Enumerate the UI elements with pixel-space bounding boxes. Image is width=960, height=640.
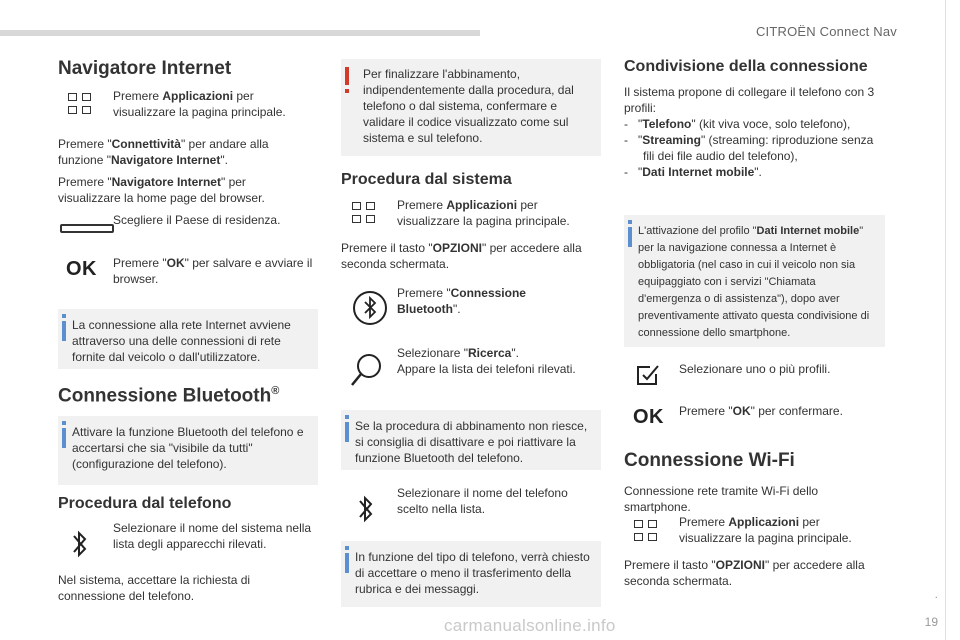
step-select-system-name: Selezionare il nome del sistema nella lista degli apparecchi rilevati. [113, 521, 312, 551]
profile-item-telephone: - "Telefono" (kit viva voce, solo telefono), [624, 117, 851, 131]
step-press-ok-confirm: Premere "OK" per confermare. [679, 404, 843, 418]
step-select-phone-name: Selezionare il nome del telefono scelto nella lista. [397, 486, 568, 516]
section-title-bluetooth: Connessione Bluetooth® [58, 385, 280, 407]
subsection-title-connection-sharing: Condivisione della connessione [624, 58, 868, 75]
page-number: 19 [924, 615, 938, 629]
para-profiles-intro: Il sistema propone di collegare il telefono con 3 profili: [624, 85, 875, 115]
apps-grid-icon [634, 520, 660, 544]
para-options-wifi: Premere il tasto "OPZIONI" per accedere alla seconda schermata. [624, 558, 865, 588]
country-selector-icon [60, 224, 114, 233]
ok-icon: OK [633, 406, 664, 428]
info-note-internet: La connessione alla rete Internet avviene attraverso una delle connessioni di rete fornite dal veicolo o dall'utilizzatore. [58, 309, 318, 369]
para-connectivity: Premere "Connettività" per andare alla funzione "Navigatore Internet". [58, 137, 269, 167]
para-options: Premere il tasto "OPZIONI" per accedere alla seconda schermata. [341, 241, 582, 271]
subsection-title-system-procedure: Procedura dal sistema [341, 171, 512, 188]
step-search: Selezionare "Ricerca". Appare la lista dei telefoni rilevati. [397, 346, 576, 376]
section-title-wifi: Connessione Wi-Fi [624, 450, 795, 471]
warning-note-pairing: Per finalizzare l'abbinamento, indipendentemente dalla procedura, dal telefono o dal sistema, confermare e validare il codice visualizzato come sul sistema e sul telefono. [341, 59, 601, 156]
info-icon [628, 227, 632, 247]
para-accept-request: Nel sistema, accettare la richiesta di connessione del telefono. [58, 573, 251, 603]
watermark: carmanualsonline.info [444, 616, 616, 635]
info-icon [62, 428, 66, 448]
ok-icon: OK [66, 258, 97, 280]
para-internet-browser: Premere "Navigatore Internet" per visualizzare la home page del browser. [58, 175, 265, 205]
search-icon [350, 352, 384, 388]
top-divider-bar [0, 30, 480, 36]
page-dot: . [934, 587, 938, 601]
step-bluetooth-connection: Premere "Connessione Bluetooth". [397, 286, 526, 316]
step-press-ok-save: Premere "OK" per salvare e avviare il browser. [113, 256, 313, 286]
step-press-apps-3: Premere Applicazioni per visualizzare la pagina principale. [679, 515, 852, 545]
bluetooth-icon [70, 527, 90, 561]
info-note-mobile-data: L'attivazione del profilo "Dati Internet mobile" per la navigazione connessa a Internet è obbligatoria (nel caso in cui il veicolo non sia equipaggiato con i servizi "Chiamata d'emergenza o di assistenza"), dopo aver preventivamente attivato questa condivisione di connessione dello smartphone. [624, 215, 885, 347]
profile-list [624, 116, 879, 180]
apps-grid-icon [352, 202, 378, 226]
step-choose-country: Scegliere il Paese di residenza. [113, 213, 281, 227]
section-title-internet-browser: Navigatore Internet [58, 58, 232, 79]
warning-icon [345, 67, 349, 85]
profile-item-streaming: - "Streaming" (streaming: riproduzione senza fili dei file audio del telefono), [624, 133, 874, 163]
info-note-pairing-fail: Se la procedura di abbinamento non riesce, si consiglia di disattivare e poi riattivare la funzione Bluetooth del telefono. [341, 410, 601, 470]
info-note-phone-type: In funzione del tipo di telefono, verrà chiesto di accettare o meno il trasferimento della rubrica e dei messaggi. [341, 541, 601, 607]
checkbox-check-icon [636, 364, 660, 386]
profile-item-mobile-data: - "Dati Internet mobile". [624, 165, 762, 179]
apps-grid-icon [68, 93, 94, 117]
para-wifi-intro: Connessione rete tramite Wi-Fi dello smartphone. [624, 484, 819, 514]
page-header: CITROËN Connect Nav [755, 24, 897, 39]
info-icon [345, 422, 349, 442]
info-note-bluetooth: Attivare la funzione Bluetooth del telefono e accertarsi che sia "visibile da tutti" (configurazione del telefono). [58, 416, 318, 485]
bluetooth-connection-icon [352, 290, 388, 326]
step-press-apps: Premere Applicazioni per visualizzare la pagina principale. [113, 89, 286, 119]
step-select-profiles: Selezionare uno o più profili. [679, 362, 831, 376]
bluetooth-icon [356, 492, 376, 526]
info-icon [62, 321, 66, 341]
subsection-title-phone-procedure: Procedura dal telefono [58, 495, 232, 512]
page-edge-line [945, 0, 946, 640]
info-icon [345, 553, 349, 573]
step-press-apps-2: Premere Applicazioni per visualizzare la pagina principale. [397, 198, 570, 228]
